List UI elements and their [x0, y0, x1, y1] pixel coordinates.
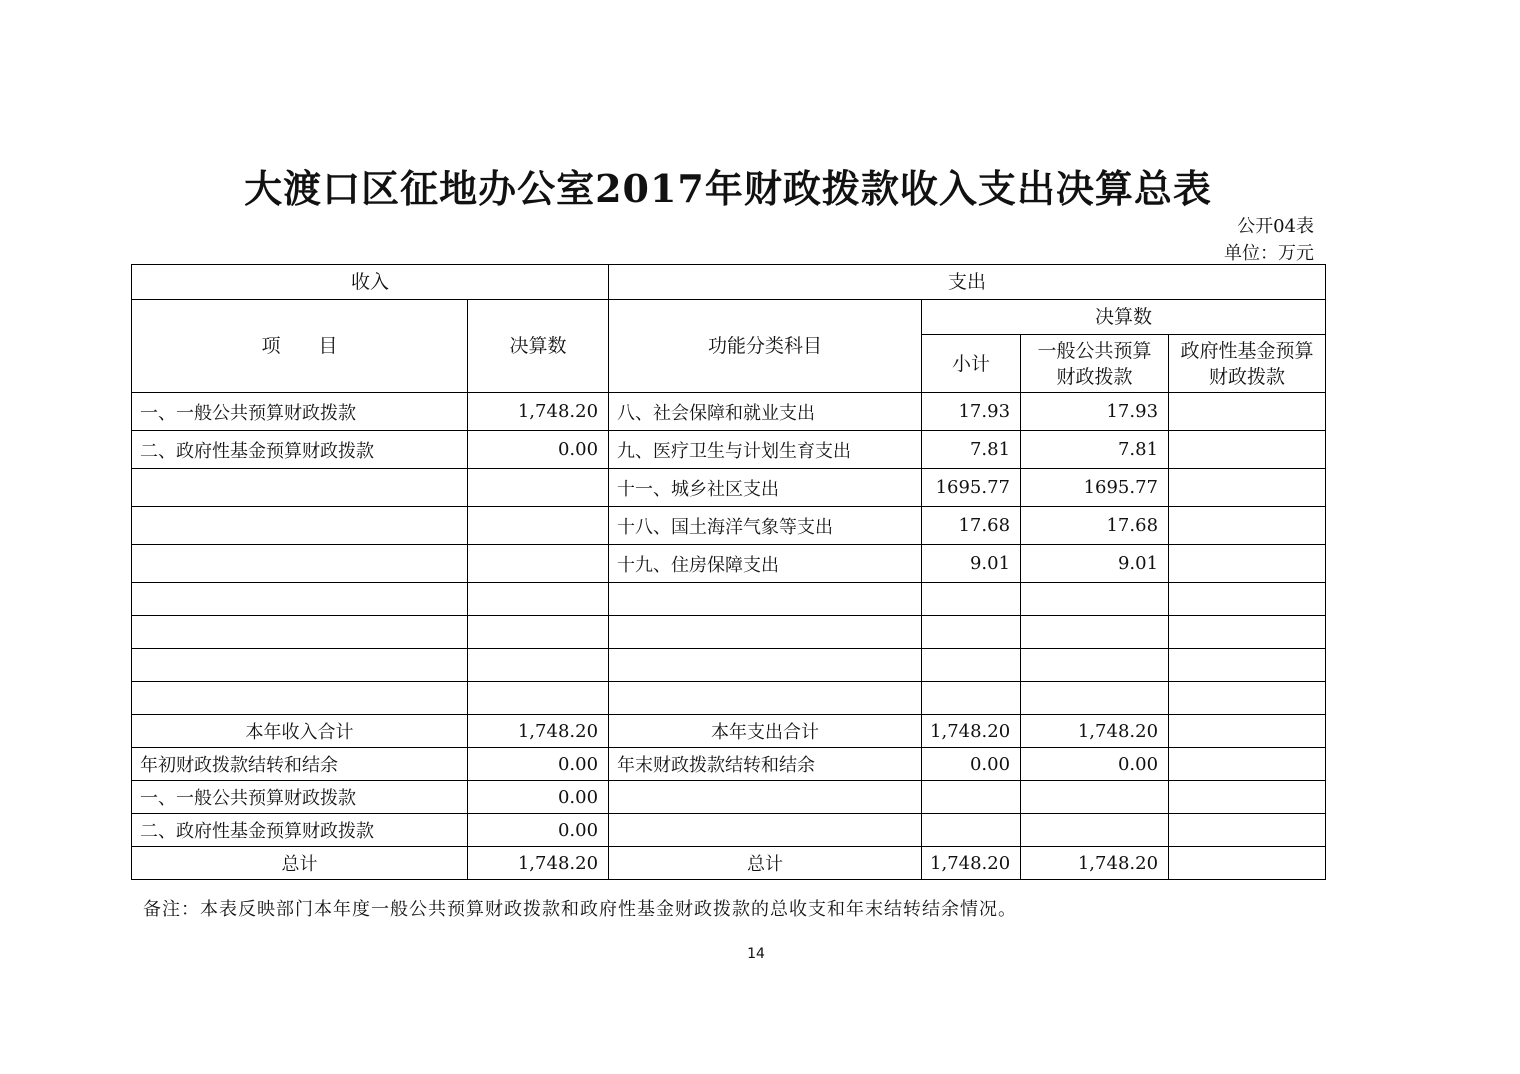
table-row — [132, 616, 1326, 649]
income-item-cell — [132, 616, 468, 649]
income-amount-cell: 0.00 — [468, 814, 609, 847]
income-item-cell: 二、政府性基金预算财政拨款 — [132, 431, 468, 469]
income-item-cell — [132, 682, 468, 715]
gov-fund-cell — [1169, 682, 1326, 715]
subtotal-cell: 17.93 — [922, 393, 1021, 431]
income-amount-cell: 1,748.20 — [468, 715, 609, 748]
table-row — [132, 715, 1326, 748]
page-title: 大渡口区征地办公室2017年财政拨款收入支出决算总表 — [244, 166, 1212, 211]
expense-item-cell: 本年支出合计 — [609, 715, 922, 748]
table-row — [132, 545, 1326, 583]
general-budget-cell: 17.93 — [1021, 393, 1169, 431]
income-amount-cell — [468, 649, 609, 682]
general-budget-cell — [1021, 616, 1169, 649]
table-row — [132, 781, 1326, 814]
general-budget-header: 一般公共预算财政拨款 — [1021, 335, 1169, 393]
expense-item-cell — [609, 649, 922, 682]
income-item-cell: 一、一般公共预算财政拨款 — [132, 781, 468, 814]
expense-item-cell: 十九、住房保障支出 — [609, 545, 922, 583]
subtotal-header: 小计 — [922, 335, 1021, 393]
income-item-cell — [132, 649, 468, 682]
expense-item-cell — [609, 814, 922, 847]
table-row — [132, 583, 1326, 616]
gov-fund-cell — [1169, 507, 1326, 545]
income-amount-header: 决算数 — [468, 300, 609, 393]
general-budget-cell — [1021, 814, 1169, 847]
gov-fund-cell — [1169, 469, 1326, 507]
gov-fund-cell — [1169, 748, 1326, 781]
gov-fund-cell — [1169, 814, 1326, 847]
table-row — [132, 507, 1326, 545]
unit-label: 单位：万元 — [1224, 243, 1314, 264]
expense-item-cell — [609, 682, 922, 715]
income-header: 收入 — [132, 265, 609, 300]
func-category-header: 功能分类科目 — [609, 300, 922, 393]
gov-fund-cell — [1169, 616, 1326, 649]
general-budget-cell: 7.81 — [1021, 431, 1169, 469]
gov-fund-cell — [1169, 393, 1326, 431]
income-item-cell — [132, 469, 468, 507]
income-item-cell: 一、一般公共预算财政拨款 — [132, 393, 468, 431]
expense-amount-header: 决算数 — [922, 300, 1326, 335]
gov-fund-cell — [1169, 545, 1326, 583]
expense-item-cell — [609, 781, 922, 814]
subtotal-cell — [922, 781, 1021, 814]
subtotal-cell: 1,748.20 — [922, 715, 1021, 748]
page-number: 14 — [747, 946, 765, 962]
subtotal-cell: 17.68 — [922, 507, 1021, 545]
table-row — [132, 748, 1326, 781]
table-row — [132, 393, 1326, 431]
expense-header: 支出 — [609, 265, 1326, 300]
income-amount-cell: 0.00 — [468, 781, 609, 814]
general-budget-cell: 1695.77 — [1021, 469, 1169, 507]
expense-item-cell: 总计 — [609, 847, 922, 880]
gov-fund-header: 政府性基金预算财政拨款 — [1169, 335, 1326, 393]
table-row — [132, 682, 1326, 715]
gov-fund-cell — [1169, 847, 1326, 880]
subtotal-cell: 9.01 — [922, 545, 1021, 583]
general-budget-cell — [1021, 649, 1169, 682]
subtotal-cell: 0.00 — [922, 748, 1021, 781]
expense-item-cell: 年末财政拨款结转和结余 — [609, 748, 922, 781]
income-item-cell — [132, 583, 468, 616]
income-amount-cell — [468, 682, 609, 715]
general-budget-cell — [1021, 682, 1169, 715]
table-row — [132, 649, 1326, 682]
subtotal-cell — [922, 814, 1021, 847]
gov-fund-cell — [1169, 431, 1326, 469]
general-budget-cell: 0.00 — [1021, 748, 1169, 781]
income-amount-cell: 1,748.20 — [468, 847, 609, 880]
income-amount-cell: 1,748.20 — [468, 393, 609, 431]
income-item-cell: 本年收入合计 — [132, 715, 468, 748]
income-amount-cell — [468, 469, 609, 507]
general-budget-cell: 9.01 — [1021, 545, 1169, 583]
income-amount-cell — [468, 507, 609, 545]
subtotal-cell — [922, 649, 1021, 682]
income-item-cell: 年初财政拨款结转和结余 — [132, 748, 468, 781]
general-budget-cell: 1,748.20 — [1021, 715, 1169, 748]
gov-fund-cell — [1169, 649, 1326, 682]
table-row — [132, 814, 1326, 847]
gov-fund-cell — [1169, 781, 1326, 814]
general-budget-cell — [1021, 781, 1169, 814]
income-amount-cell — [468, 583, 609, 616]
income-amount-cell: 0.00 — [468, 431, 609, 469]
table-code: 公开04表 — [1237, 216, 1314, 237]
fiscal-summary-table — [131, 264, 1326, 880]
income-amount-cell: 0.00 — [468, 748, 609, 781]
expense-item-cell: 九、医疗卫生与计划生育支出 — [609, 431, 922, 469]
table-row — [132, 431, 1326, 469]
subtotal-cell — [922, 583, 1021, 616]
general-budget-cell: 17.68 — [1021, 507, 1169, 545]
expense-item-cell: 十一、城乡社区支出 — [609, 469, 922, 507]
income-amount-cell — [468, 616, 609, 649]
general-budget-cell: 1,748.20 — [1021, 847, 1169, 880]
subtotal-cell — [922, 616, 1021, 649]
income-item-cell: 总计 — [132, 847, 468, 880]
income-item-cell — [132, 545, 468, 583]
income-item-cell: 二、政府性基金预算财政拨款 — [132, 814, 468, 847]
income-item-cell — [132, 507, 468, 545]
subtotal-cell: 1,748.20 — [922, 847, 1021, 880]
income-amount-cell — [468, 545, 609, 583]
table-row — [132, 469, 1326, 507]
expense-item-cell — [609, 616, 922, 649]
gov-fund-cell — [1169, 715, 1326, 748]
subtotal-cell: 1695.77 — [922, 469, 1021, 507]
table-note: 备注：本表反映部门本年度一般公共预算财政拨款和政府性基金财政拨款的总收支和年末结转结余情况。 — [143, 899, 1017, 920]
table-row — [132, 847, 1326, 880]
item-header: 项 目 — [132, 300, 468, 393]
subtotal-cell — [922, 682, 1021, 715]
general-budget-cell — [1021, 583, 1169, 616]
expense-item-cell — [609, 583, 922, 616]
expense-item-cell: 八、社会保障和就业支出 — [609, 393, 922, 431]
subtotal-cell: 7.81 — [922, 431, 1021, 469]
gov-fund-cell — [1169, 583, 1326, 616]
expense-item-cell: 十八、国土海洋气象等支出 — [609, 507, 922, 545]
table-body — [132, 393, 1326, 880]
